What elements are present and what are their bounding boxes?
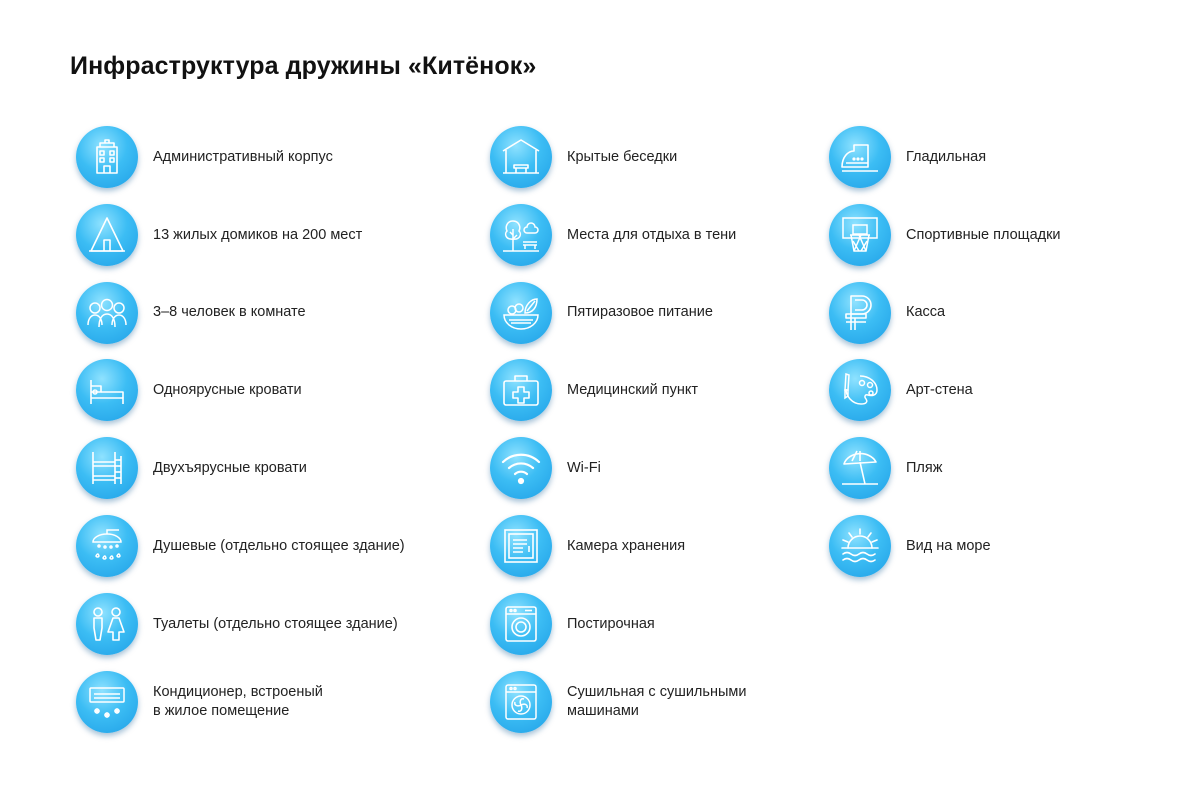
item-label: Вид на море xyxy=(906,537,991,554)
list-item xyxy=(490,515,746,577)
column-1 xyxy=(76,126,405,748)
item-label: Арт-стена xyxy=(906,382,973,399)
item-label: Медицинский пункт xyxy=(567,382,699,399)
list-item xyxy=(490,126,746,188)
item-label: Двухъярусные кровати xyxy=(153,459,307,476)
people-icon xyxy=(76,282,138,344)
item-label: Туалеты (отдельно стоящее здание) xyxy=(153,615,398,632)
item-label: Места для отдыха в тени xyxy=(567,226,737,243)
list-item xyxy=(829,282,1061,344)
building-icon xyxy=(76,126,138,188)
tent-house-icon xyxy=(76,204,138,266)
list-item xyxy=(76,359,405,421)
item-label: 13 жилых домиков на 200 мест xyxy=(153,226,363,243)
item-label: Кондиционер, встроеный в жилое помещение xyxy=(153,684,323,719)
washing-machine-icon xyxy=(490,593,552,655)
ruble-icon xyxy=(829,282,891,344)
item-label: 3–8 человек в комнате xyxy=(153,304,306,321)
page-title: Инфраструктура дружины «Китёнок» xyxy=(70,52,537,80)
item-label: Касса xyxy=(906,304,946,321)
list-item xyxy=(829,359,1061,421)
list-item xyxy=(829,437,1061,499)
air-conditioner-icon xyxy=(76,671,138,733)
list-item xyxy=(490,282,746,344)
item-label: Административный корпус xyxy=(153,148,333,165)
beach-umbrella-icon xyxy=(829,437,891,499)
bunk-bed-icon xyxy=(76,437,138,499)
list-item xyxy=(76,282,405,344)
food-bowl-icon xyxy=(490,282,552,344)
item-label: Спортивные площадки xyxy=(906,226,1061,243)
first-aid-kit-icon xyxy=(490,359,552,421)
list-item xyxy=(76,437,405,499)
iron-icon xyxy=(829,126,891,188)
shower-icon xyxy=(76,515,138,577)
list-item xyxy=(490,671,746,733)
park-icon xyxy=(490,204,552,266)
list-item xyxy=(490,359,746,421)
column-3 xyxy=(829,126,1061,593)
list-item xyxy=(76,204,405,266)
list-item xyxy=(490,593,746,655)
toilet-icon xyxy=(76,593,138,655)
wifi-icon xyxy=(490,437,552,499)
item-label: Wi-Fi xyxy=(567,459,601,476)
bed-icon xyxy=(76,359,138,421)
dryer-icon xyxy=(490,671,552,733)
list-item xyxy=(76,593,405,655)
list-item xyxy=(829,126,1061,188)
item-label: Одноярусные кровати xyxy=(153,382,302,399)
list-item xyxy=(76,515,405,577)
item-label: Пляж xyxy=(906,459,943,476)
storage-locker-icon xyxy=(490,515,552,577)
item-label: Пятиразовое питание xyxy=(567,304,713,321)
basketball-hoop-icon xyxy=(829,204,891,266)
item-label: Сушильная с сушильными машинами xyxy=(567,684,747,719)
list-item xyxy=(76,126,405,188)
list-item xyxy=(490,437,746,499)
item-label: Крытые беседки xyxy=(567,148,678,165)
list-item xyxy=(76,671,405,733)
column-2 xyxy=(490,126,746,748)
item-label: Душевые (отдельно стоящее здание) xyxy=(153,537,405,554)
list-item xyxy=(829,515,1061,577)
palette-icon xyxy=(829,359,891,421)
item-label: Постирочная xyxy=(567,615,655,632)
sea-sunset-icon xyxy=(829,515,891,577)
gazebo-icon xyxy=(490,126,552,188)
item-label: Гладильная xyxy=(906,148,987,165)
list-item xyxy=(829,204,1061,266)
item-label: Камера хранения xyxy=(567,537,686,554)
list-item xyxy=(490,204,746,266)
